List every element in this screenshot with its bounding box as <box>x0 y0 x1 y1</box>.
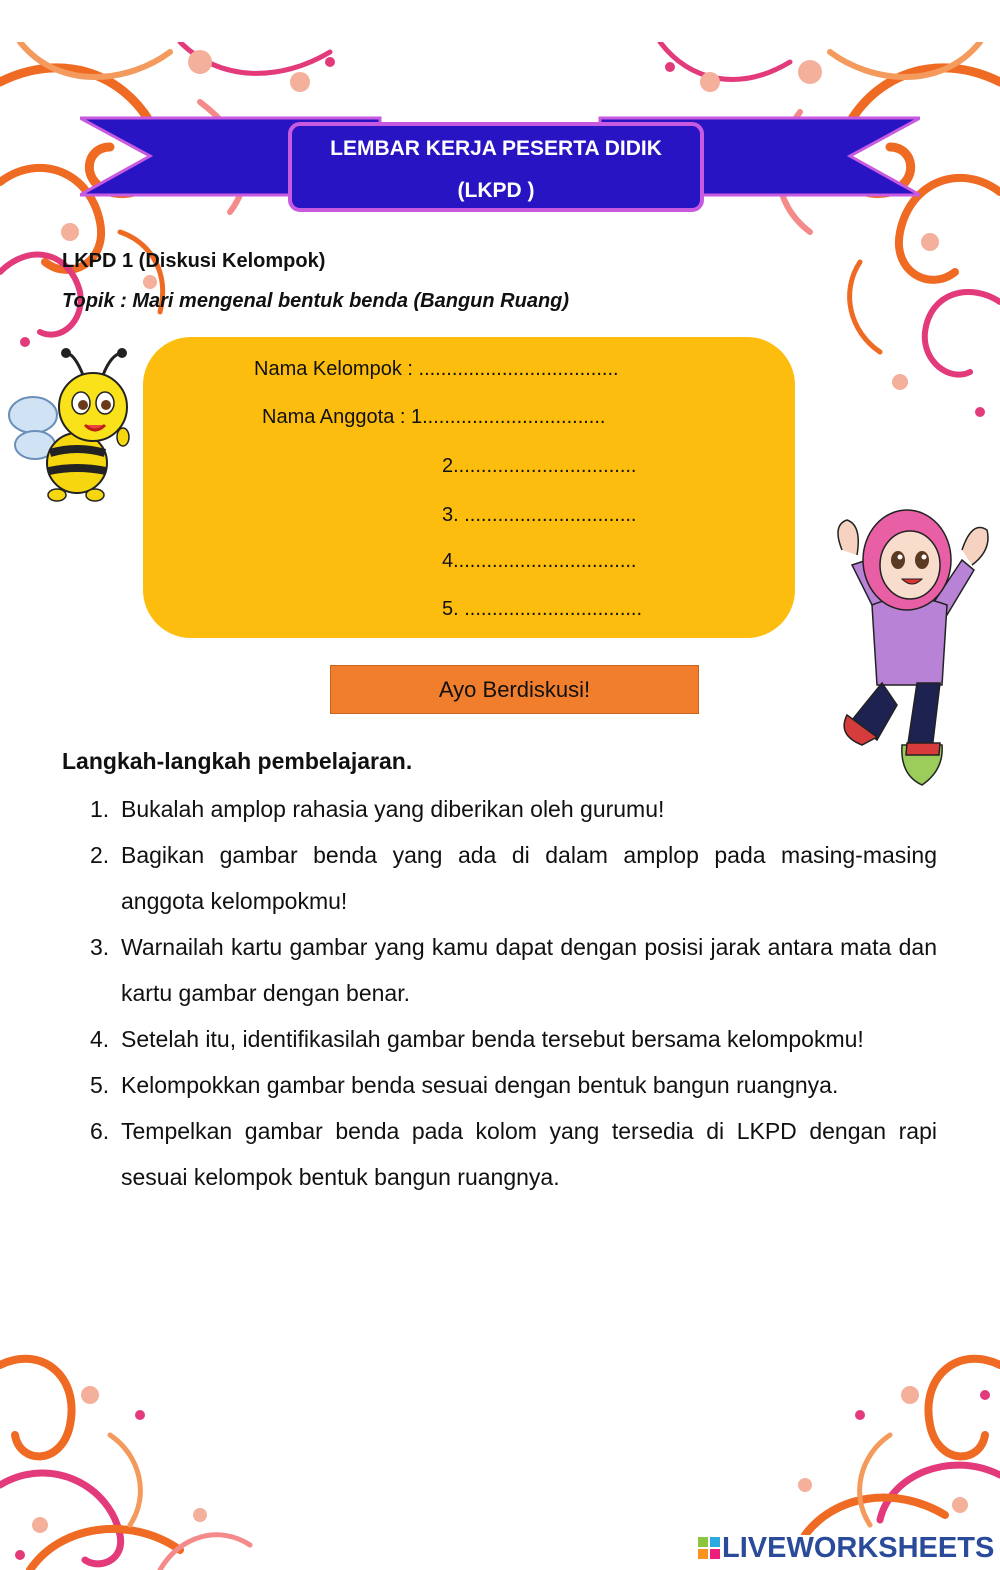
worksheet-title <box>290 128 702 212</box>
liveworksheets-logo-text: LIVEWORKSHEETS <box>722 1532 995 1564</box>
step-item-4 <box>62 1016 937 1062</box>
step-number: 2. <box>90 842 110 868</box>
group-name-field[interactable]: Nama Kelompok : .................................... <box>254 358 619 380</box>
step-number: 4. <box>90 1026 110 1052</box>
member-4-field[interactable]: 4................................. <box>442 550 637 572</box>
member-3-field[interactable]: 3. ............................... <box>442 504 637 526</box>
bee-illustration <box>5 345 135 505</box>
step-text: Tempelkan gambar benda pada kolom yang tersedia di LKPD dengan rapi sesuai kelompok bentuk bangun ruangnya. <box>121 1118 937 1190</box>
step-text: Setelah itu, identifikasilah gambar benda tersebut bersama kelompokmu! <box>121 1026 864 1052</box>
step-number: 5. <box>90 1072 110 1098</box>
member-2-field[interactable]: 2................................. <box>442 455 637 477</box>
step-number: 6. <box>90 1118 110 1144</box>
topic-line: Topik : Mari mengenal bentuk benda (Bangun Ruang) <box>62 290 570 312</box>
girl-illustration <box>822 505 992 795</box>
lkpd-label: LKPD 1 (Diskusi Kelompok) <box>62 250 326 272</box>
step-text: Bukalah amplop rahasia yang diberikan oleh gurumu! <box>121 796 665 822</box>
steps-title: Langkah-langkah pembelajaran. <box>62 748 413 774</box>
worksheet-title-line2: (LKPD ) <box>457 179 535 202</box>
step-text: Kelompokkan gambar benda sesuai dengan bentuk bangun ruangnya. <box>121 1072 839 1098</box>
step-text: Warnailah kartu gambar yang kamu dapat dengan posisi jarak antara mata dan kartu gambar dengan benar. <box>121 934 937 1006</box>
liveworksheets-logo[interactable] <box>698 1532 994 1566</box>
member-5-field[interactable]: 5. ................................ <box>442 598 643 620</box>
group-info-box <box>143 337 795 638</box>
worksheet-title-line1: LEMBAR KERJA PESERTA DIDIK <box>330 137 662 160</box>
step-number: 3. <box>90 934 110 960</box>
discuss-button[interactable]: Ayo Berdiskusi! <box>330 665 699 714</box>
step-number: 1. <box>90 796 110 822</box>
steps-list <box>62 786 937 1200</box>
step-item-2 <box>62 832 937 924</box>
floral-corner-bottom-left <box>0 1335 260 1570</box>
step-item-6 <box>62 1108 937 1200</box>
step-item-3 <box>62 924 937 1016</box>
step-text: Bagikan gambar benda yang ada di dalam amplop pada masing-masing anggota kelompokmu! <box>121 842 937 914</box>
liveworksheets-cubes-icon <box>698 1537 720 1559</box>
step-item-1 <box>62 786 937 832</box>
step-item-5 <box>62 1062 937 1108</box>
member-1-field[interactable]: Nama Anggota : 1................................. <box>262 406 606 428</box>
floral-corner-bottom-right <box>745 1335 1000 1535</box>
